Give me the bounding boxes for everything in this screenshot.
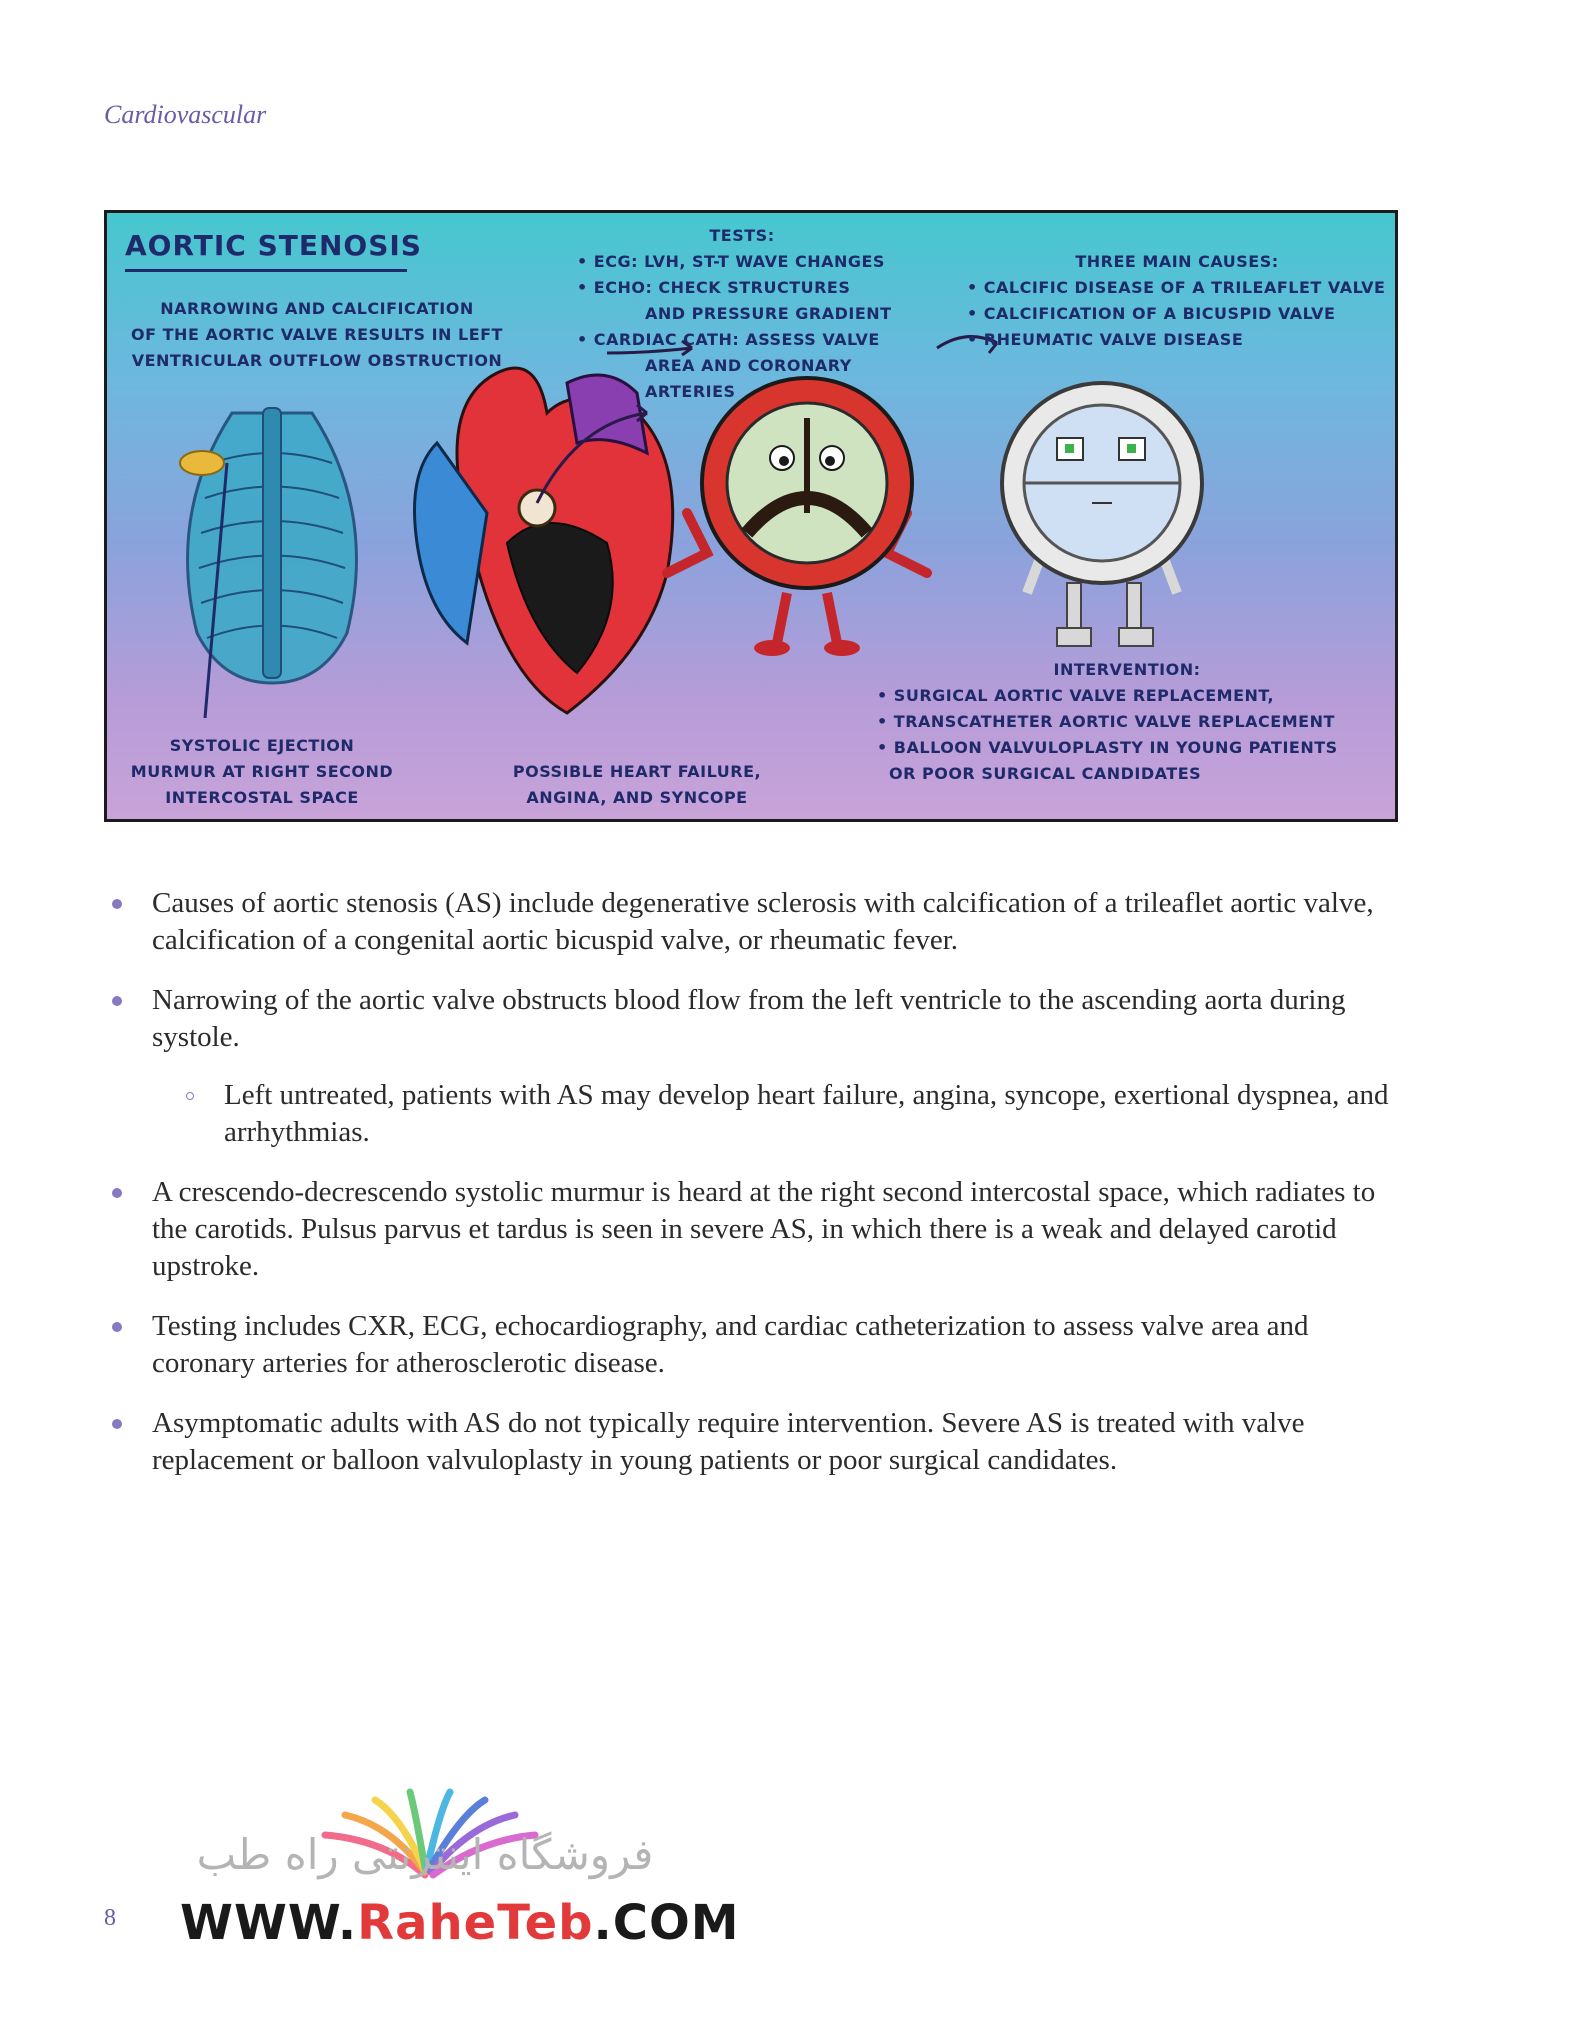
stenotic-valve-character — [667, 378, 927, 656]
figure-title: AORTIC STENOSIS — [125, 229, 422, 262]
definition-text: NARROWING AND CALCIFICATION OF THE AORTIC VALVE RESULTS IN LEFT VENTRICULAR OUTFLOW OBSTRUCTION — [131, 299, 503, 370]
sub-bullet-icon — [186, 1092, 194, 1100]
murmur-text: SYSTOLIC EJECTION MURMUR AT RIGHT SECOND INTERCOSTAL SPACE — [130, 736, 394, 807]
tests-block: TESTS: • ECG: LVH, ST-T WAVE CHANGES • ECHO: CHECK STRUCTURES AND PRESSURE GRADIENT • CARDIAC CATH: ASSESS VALVE AREA AND CORONARY ARTERIES — [577, 226, 892, 401]
list-item: Testing includes CXR, ECG, echocardiography, and cardiac catheterization to assess valve area and coronary arteries for atherosclerotic disease. — [104, 1308, 1404, 1382]
list-item: Narrowing of the aortic valve obstructs blood flow from the left ventricle to the ascending aorta during systole. — [104, 982, 1404, 1056]
bullet-icon — [112, 996, 122, 1006]
watermark-url: WWW.RaheTeb.COM — [180, 1895, 740, 1951]
causes-block: THREE MAIN CAUSES: • CALCIFIC DISEASE OF A TRILEAFLET VALVE • CALCIFICATION OF A BICUSPID VALVE • RHEUMATIC VALVE DISEASE — [967, 252, 1386, 349]
list-item: Asymptomatic adults with AS do not typically require intervention. Severe AS is treated with valve replacement or balloon valvuloplasty in young patients or poor surgical candidates. — [104, 1405, 1404, 1479]
intervention-block: INTERVENTION: • SURGICAL AORTIC VALVE REPLACEMENT, • TRANSCATHETER AORTIC VALVE REPLACEMENT • BALLOON VALVULOPLASTY IN YOUNG PATIENTS OR POOR SURGICAL CANDIDATES — [877, 660, 1338, 783]
bullet-icon — [112, 1188, 122, 1198]
watermark-persian-text: فروشگاه اینترنتی راه طب — [196, 1830, 654, 1879]
bullet-icon — [112, 1322, 122, 1332]
sub-list-item: Left untreated, patients with AS may develop heart failure, angina, syncope, exertional dyspnea, and arrhythmias. — [104, 1077, 1404, 1151]
aortic-stenosis-illustration — [104, 210, 1398, 822]
complications-text: POSSIBLE HEART FAILURE, ANGINA, AND SYNCOPE — [512, 762, 762, 807]
bullet-icon — [112, 1419, 122, 1429]
title-underline — [125, 269, 407, 272]
heart-illustration — [415, 368, 673, 713]
list-item: A crescendo-decrescendo systolic murmur is heard at the right second intercostal space, which radiates to the carotids. Pulsus parvus et tardus is seen in severe AS, in which there is a weak and delayed carotid upstroke. — [104, 1174, 1404, 1285]
running-header: Cardiovascular — [104, 100, 267, 129]
notes-list — [104, 885, 1404, 1502]
replacement-valve-character — [1002, 383, 1202, 646]
page-number: 8 — [104, 1905, 116, 1931]
ribcage-illustration — [180, 408, 356, 718]
bullet-icon — [112, 899, 122, 909]
list-item: Causes of aortic stenosis (AS) include degenerative sclerosis with calcification of a trileaflet aortic valve, calcification of a congenital aortic bicuspid valve, or rheumatic fever. — [104, 885, 1404, 959]
